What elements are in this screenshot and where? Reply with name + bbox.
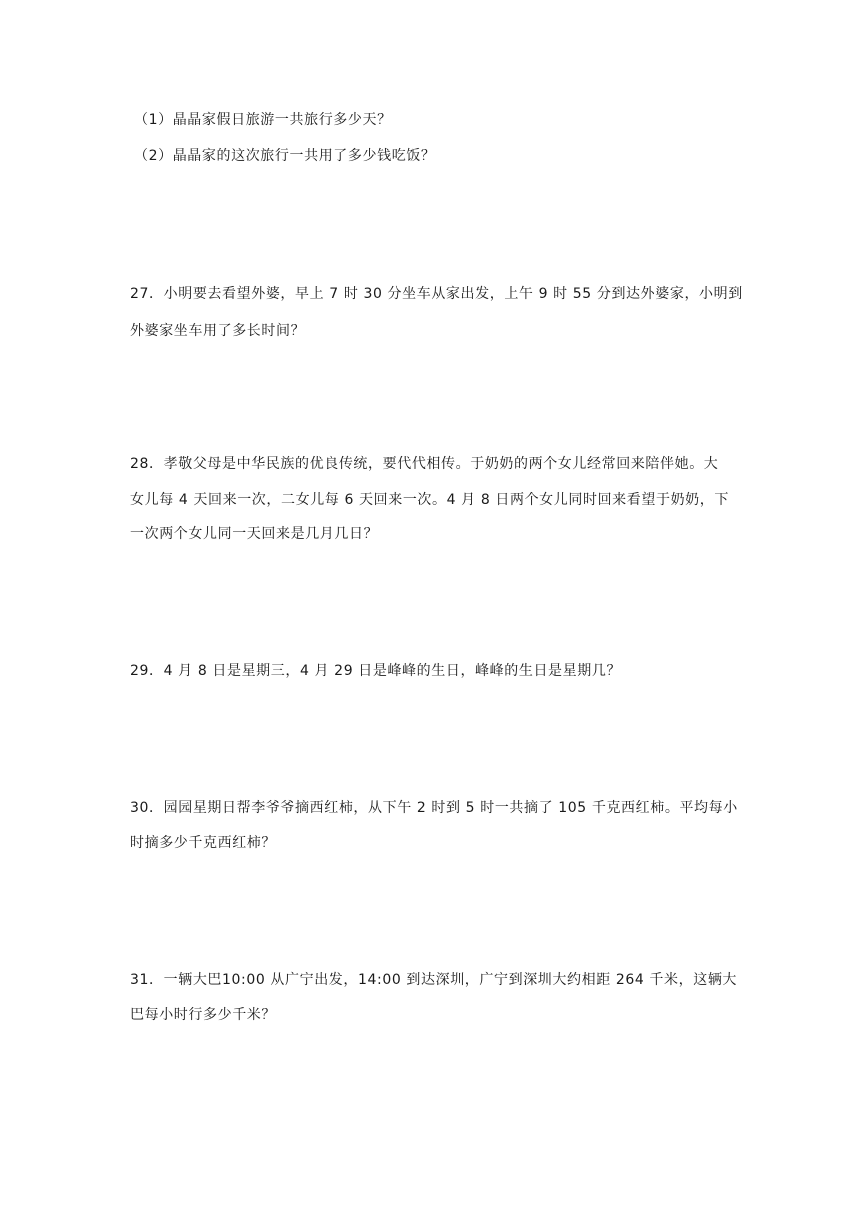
q30-line2: 时摘多少千克西红柿？ [130,835,276,851]
q29-line1: 29．4 月 8 日是星期三，4 月 29 日是峰峰的生日，峰峰的生日是星期几？ [130,663,622,679]
q31-line2: 巴每小时行多少千米？ [130,1007,276,1023]
q28-line2: 女儿每 4 天回来一次，二女儿每 6 天回来一次。4 月 8 日两个女儿同时回来看望于奶奶，下 [130,492,729,508]
q27-line2: 外婆家坐车用了多长时间？ [130,323,306,339]
q28-line1: 28．孝敬父母是中华民族的优良传统，要代代相传。于奶奶的两个女儿经常回来陪伴她。大 [130,456,719,472]
q28-line3: 一次两个女儿同一天回来是几月几日？ [130,526,379,542]
q30-line1: 30．园园星期日帮李爷爷摘西红柿，从下午 2 时到 5 时一共摘了 105 千克西红柿。平均每小 [130,800,738,816]
q27-line1: 27．小明要去看望外婆，早上 7 时 30 分坐车从家出发，上午 9 时 55 分到达外婆家，小明到 [130,286,743,302]
q26-sub1: （1）晶晶家假日旅游一共旅行多少天？ [134,112,392,128]
q31-line1: 31．一辆大巴10:00 从广宁出发，14:00 到达深圳，广宁到深圳大约相距 264 千米，这辆大 [130,972,738,988]
q26-sub2: （2）晶晶家的这次旅行一共用了多少钱吃饭？ [134,148,436,164]
